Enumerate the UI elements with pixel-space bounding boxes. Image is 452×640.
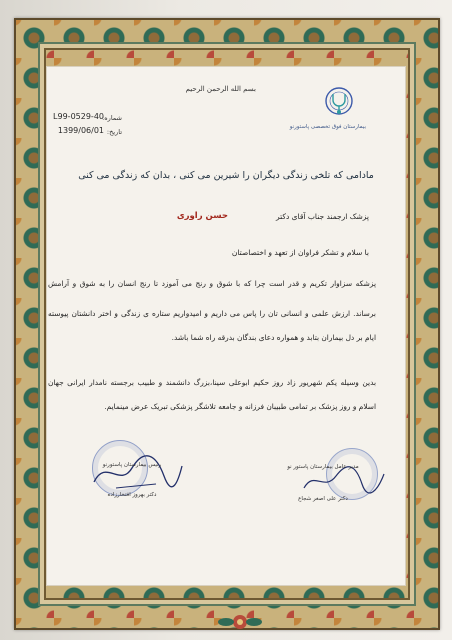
greeting-line: با سلام و تشکر فراوان از تعهد و اختصاصتان: [231, 248, 369, 257]
signature-mark: [86, 448, 186, 496]
signatory-right-name: دکتر علی اصغر شجاع: [298, 496, 348, 502]
signatory-right-title: مدیر عامل بیمارستان پاستور نو: [287, 464, 359, 470]
date-value: 1399/06/01: [57, 126, 104, 135]
body-line: ایام بر دل بیماران بتابد و همواره دعای بندگان بدرقه راه شما باشد.: [171, 333, 376, 342]
number-label: شماره:: [102, 114, 122, 122]
certificate-paper: [46, 66, 406, 586]
floral-motif-icon: [210, 610, 270, 634]
number-value: L99-0529-40: [53, 112, 104, 121]
addressee-name: حسن راوری: [176, 211, 228, 221]
stethoscope-emblem-icon: [313, 86, 365, 120]
body-line: برساند. ارزش علمی و انسانی تان را پاس می داریم و امیدواریم ستاره ی زندگی و اختر دانشتان پیوسته: [48, 309, 376, 318]
signatory-left-title: رئیس بیمارستان پاستورنو: [102, 462, 162, 468]
motto-heading: مادامی که تلخی زندگی دیگران را شیرین می کنی ، بدان که زندگی می کنی: [78, 170, 374, 181]
body-line: بدین وسیله یکم شهریور زاد روز حکیم ابوعلی سینا،بزرگ دانشمند و طبیب برجسته نامدار ایرانی جهان: [48, 378, 376, 387]
body-line: اسلام و روز پزشک بر تمامی طبیبان فرزانه و جامعه تلاشگر پزشکی تبریک عرض مینمایم.: [104, 402, 376, 411]
addressee-prefix: پزشک ارجمند جناب آقای دکتر: [275, 212, 369, 221]
logo-caption: بیمارستان فوق تخصصی پاستورنو: [289, 124, 366, 130]
body-line: پزشکه سزاوار تکریم و قدر است چرا که با شوق و رنج می آموزد تا رنج انسان را به شوق و آرامش: [48, 279, 376, 288]
date-label: تاریخ:: [106, 128, 122, 136]
basmala: بسم الله الرحمن الرحيم: [185, 85, 256, 93]
signatory-left-name: دکتر بهروز افتخارزاده: [107, 492, 157, 498]
